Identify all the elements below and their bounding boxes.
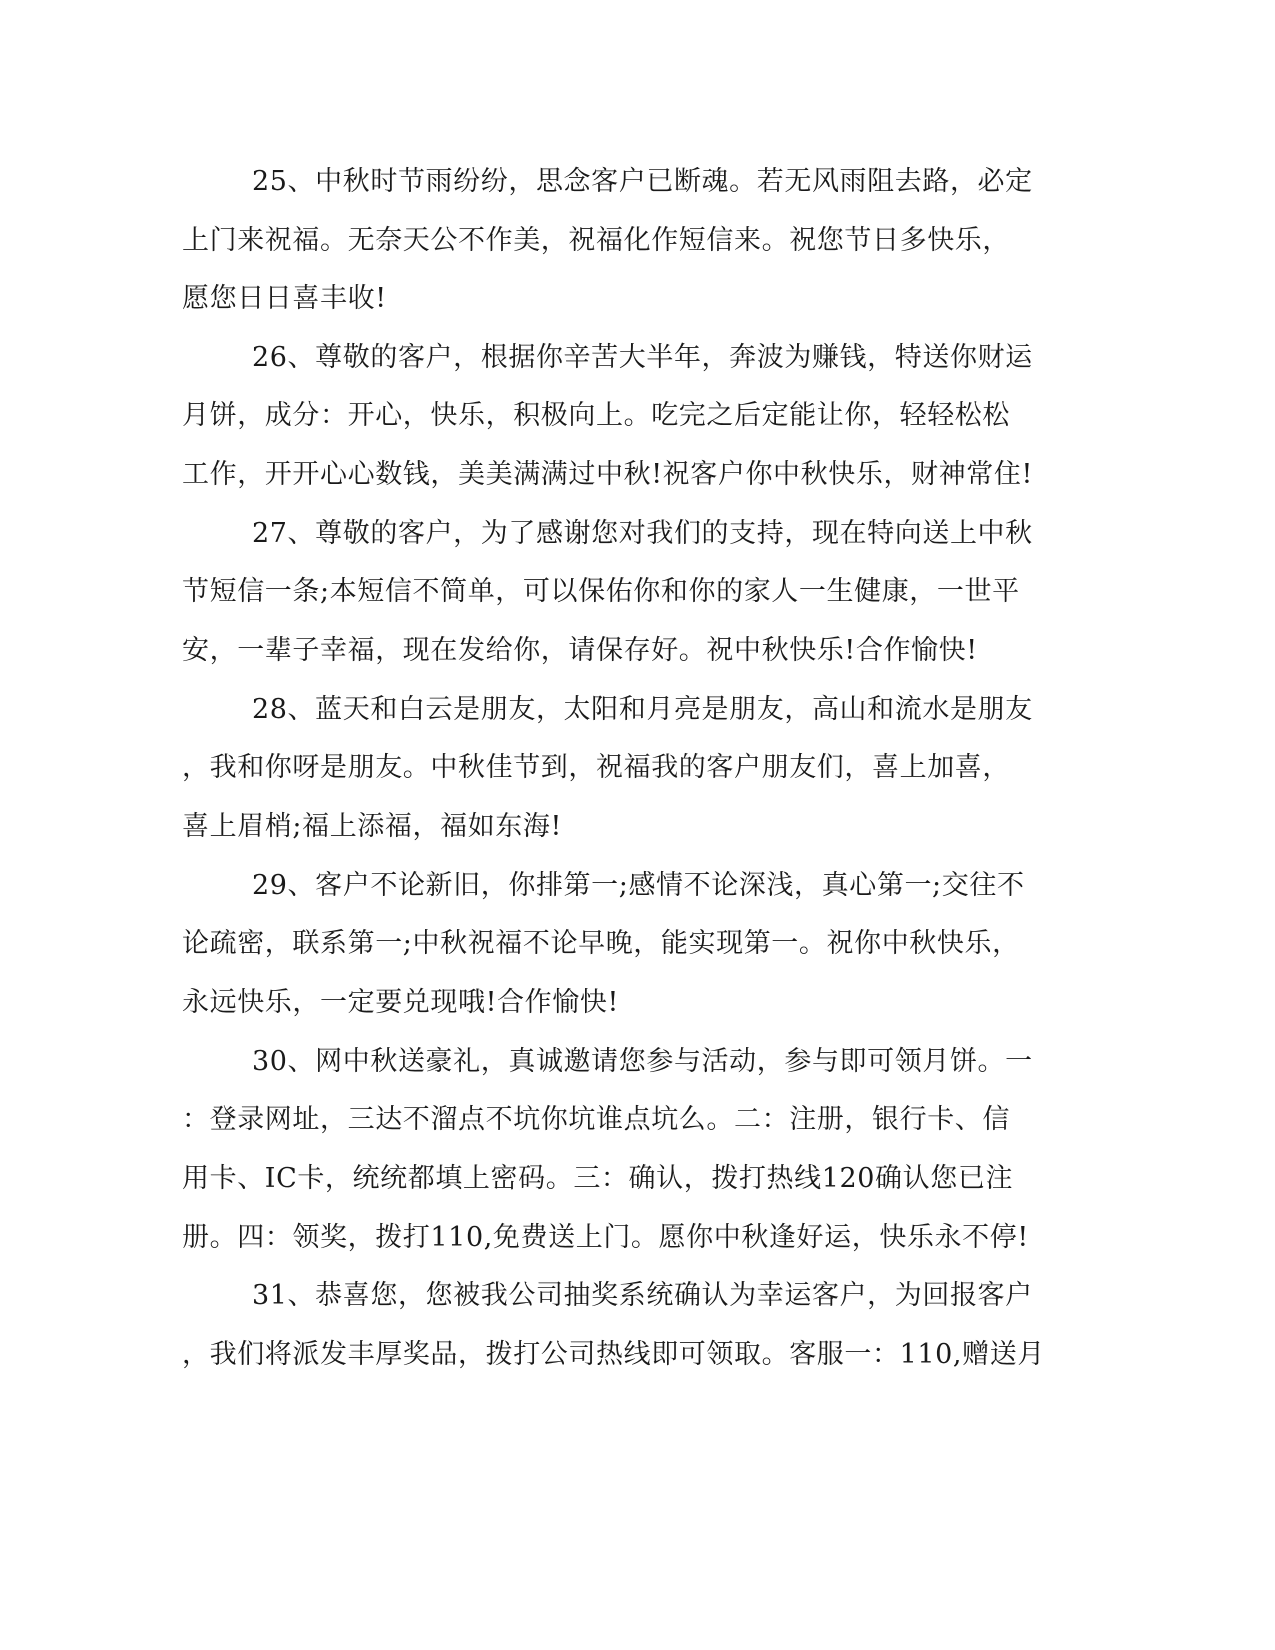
paragraph-25-line-2: 上门来祝福。无奈天公不作美，祝福化作短信来。祝您节日多快乐， xyxy=(182,225,1010,256)
paragraph-30-line-4: 册。四：领奖，拨打110,免费送上门。愿你中秋逢好运，快乐永不停! xyxy=(182,1222,1029,1253)
paragraph-28-line-3: 喜上眉梢;福上添福，福如东海! xyxy=(182,811,562,842)
paragraph-31-line-2: ，我们将派发丰厚奖品，拨打公司热线即可领取。客服一：110,赠送月 xyxy=(182,1339,1045,1370)
paragraph-26-line-2: 月饼，成分：开心，快乐，积极向上。吃完之后定能让你，轻轻松松 xyxy=(182,400,1010,431)
paragraph-25-line-1: 25、中秋时节雨纷纷，思念客户已断魂。若无风雨阻去路，必定 xyxy=(252,166,1033,197)
paragraph-27-line-3: 安，一辈子幸福，现在发给你，请保存好。祝中秋快乐!合作愉快! xyxy=(182,635,978,666)
paragraph-31-line-1: 31、恭喜您，您被我公司抽奖系统确认为幸运客户，为回报客户 xyxy=(252,1280,1033,1311)
paragraph-28-line-1: 28、蓝天和白云是朋友，太阳和月亮是朋友，高山和流水是朋友 xyxy=(252,694,1033,725)
paragraph-28-line-2: ，我和你呀是朋友。中秋佳节到，祝福我的客户朋友们，喜上加喜， xyxy=(182,752,1010,783)
paragraph-29-line-2: 论疏密，联系第一;中秋祝福不论早晚，能实现第一。祝你中秋快乐， xyxy=(182,928,1020,959)
paragraph-29-line-3: 永远快乐，一定要兑现哦!合作愉快! xyxy=(182,987,619,1018)
paragraph-30-line-3: 用卡、IC卡，统统都填上密码。三：确认，拨打热线120确认您已注 xyxy=(182,1163,1014,1194)
paragraph-26-line-3: 工作，开开心心数钱，美美满满过中秋!祝客户你中秋快乐，财神常住! xyxy=(182,459,1033,490)
paragraph-26-line-1: 26、尊敬的客户，根据你辛苦大半年，奔波为赚钱，特送你财运 xyxy=(252,342,1033,373)
paragraph-27-line-1: 27、尊敬的客户，为了感谢您对我们的支持，现在特向送上中秋 xyxy=(252,518,1033,549)
paragraph-29-line-1: 29、客户不论新旧，你排第一;感情不论深浅，真心第一;交往不 xyxy=(252,870,1025,901)
paragraph-25-line-3: 愿您日日喜丰收! xyxy=(182,283,387,314)
paragraph-27-line-2: 节短信一条;本短信不简单，可以保佑你和你的家人一生健康，一世平 xyxy=(182,576,1020,607)
paragraph-30-line-1: 30、网中秋送豪礼，真诚邀请您参与活动，参与即可领月饼。一 xyxy=(252,1046,1033,1077)
paragraph-30-line-2: ：登录网址，三达不溜点不坑你坑谁点坑么。二：注册，银行卡、信 xyxy=(182,1104,1010,1135)
